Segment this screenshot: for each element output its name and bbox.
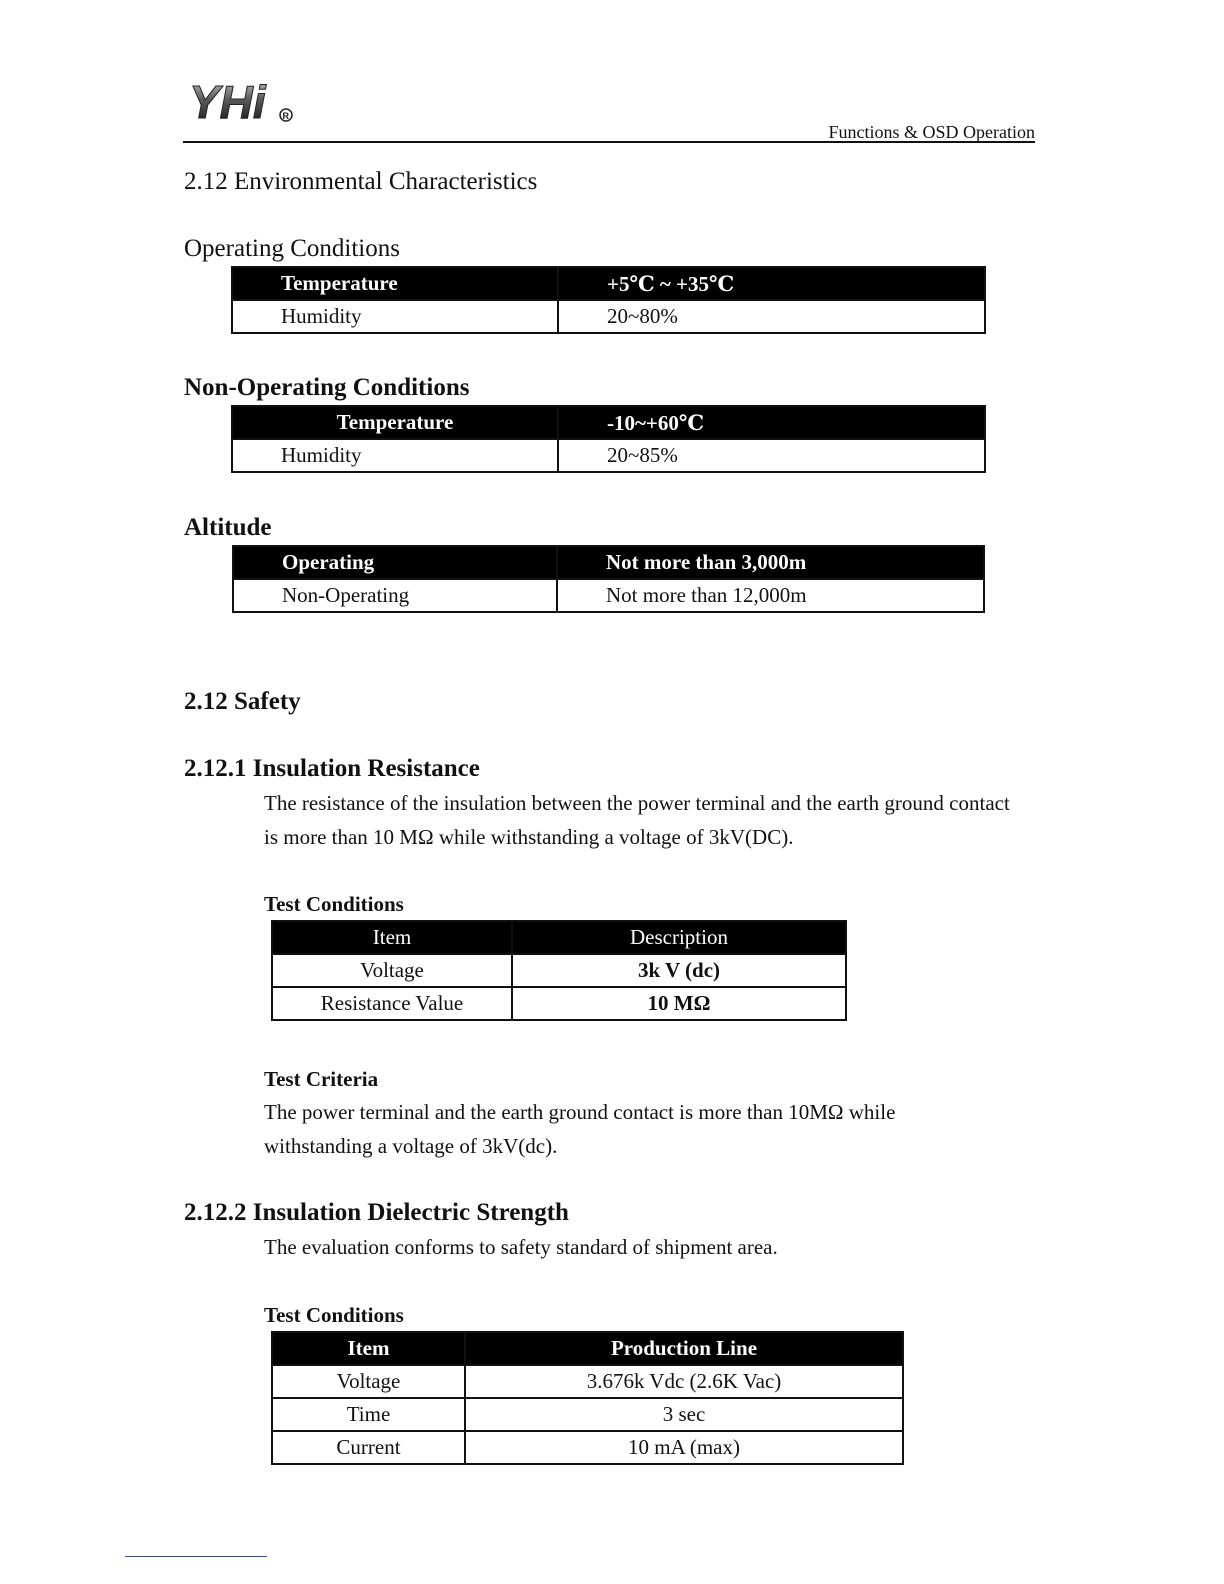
table-row bbox=[233, 579, 984, 612]
table-cell: Voltage bbox=[272, 1365, 465, 1398]
insulation-resistance-body: The resistance of the insulation between the power terminal and the earth ground contact is more than 10 MΩ while withstanding a voltage of 3kV(DC). bbox=[264, 791, 1010, 849]
table-header-cell: Production Line bbox=[465, 1332, 903, 1365]
footer-divider bbox=[125, 1556, 267, 1557]
table-cell: Temperature bbox=[232, 267, 558, 300]
table-header-row bbox=[272, 921, 846, 954]
table-cell: 3 sec bbox=[465, 1398, 903, 1431]
table-cell: Not more than 12,000m bbox=[557, 579, 984, 612]
non-operating-conditions-table bbox=[231, 405, 986, 473]
non-operating-conditions-title: Non-Operating Conditions bbox=[184, 374, 470, 401]
table-cell: -10~+60℃ bbox=[558, 406, 985, 439]
table-row bbox=[232, 267, 985, 300]
table-header-cell: Description bbox=[512, 921, 846, 954]
table-cell: 10 MΩ bbox=[512, 987, 846, 1020]
brand-logo-graphic bbox=[183, 70, 313, 130]
table-row bbox=[232, 406, 985, 439]
table-cell: 20~80% bbox=[558, 300, 985, 333]
table-cell: Humidity bbox=[232, 300, 558, 333]
table-cell: 3k V (dc) bbox=[512, 954, 846, 987]
table-header-cell: Item bbox=[272, 921, 512, 954]
table-header-cell: Item bbox=[272, 1332, 465, 1365]
table-cell: 3.676k Vdc (2.6K Vac) bbox=[465, 1365, 903, 1398]
dielectric-strength-title: 2.12.2 Insulation Dielectric Strength bbox=[184, 1199, 569, 1226]
altitude-title: Altitude bbox=[184, 514, 272, 541]
header-divider bbox=[183, 141, 1035, 143]
dielectric-test-conditions-table bbox=[271, 1331, 904, 1465]
table-row bbox=[232, 300, 985, 333]
table-cell: Current bbox=[272, 1431, 465, 1464]
table-cell: Resistance Value bbox=[272, 987, 512, 1020]
operating-conditions-table bbox=[231, 266, 986, 334]
table-row bbox=[272, 987, 846, 1020]
table-row bbox=[233, 546, 984, 579]
table-cell: Operating bbox=[233, 546, 557, 579]
test-conditions-label: Test Conditions bbox=[264, 892, 404, 916]
table-cell: 20~85% bbox=[558, 439, 985, 472]
table-cell: +5℃ ~ +35℃ bbox=[558, 267, 985, 300]
table-header-row bbox=[272, 1332, 903, 1365]
table-cell: Humidity bbox=[232, 439, 558, 472]
dielectric-strength-body: The evaluation conforms to safety standard of shipment area. bbox=[264, 1235, 778, 1259]
table-row bbox=[232, 439, 985, 472]
svg-text:R: R bbox=[282, 111, 289, 121]
table-row bbox=[272, 1431, 903, 1464]
test-criteria-label: Test Criteria bbox=[264, 1067, 379, 1091]
table-cell: Not more than 3,000m bbox=[557, 546, 984, 579]
brand-logo-text: YHi bbox=[189, 76, 266, 128]
insulation-test-conditions-table bbox=[271, 920, 847, 1021]
insulation-resistance-title: 2.12.1 Insulation Resistance bbox=[184, 755, 480, 782]
brand-logo bbox=[183, 70, 313, 130]
table-cell: Time bbox=[272, 1398, 465, 1431]
env-section-title: 2.12 Environmental Characteristics bbox=[184, 168, 538, 195]
operating-conditions-title: Operating Conditions bbox=[184, 235, 400, 262]
table-row bbox=[272, 1365, 903, 1398]
table-row bbox=[272, 954, 846, 987]
dielectric-test-conditions-label: Test Conditions bbox=[264, 1303, 404, 1327]
altitude-table bbox=[232, 545, 985, 613]
table-cell: Non-Operating bbox=[233, 579, 557, 612]
table-cell: Voltage bbox=[272, 954, 512, 987]
safety-section-title: 2.12 Safety bbox=[184, 688, 301, 715]
table-cell: Temperature bbox=[232, 406, 558, 439]
table-row bbox=[272, 1398, 903, 1431]
header-section-title: Functions & OSD Operation bbox=[828, 122, 1035, 142]
table-cell: 10 mA (max) bbox=[465, 1431, 903, 1464]
test-criteria-body: The power terminal and the earth ground contact is more than 10MΩ while withstanding a voltage of 3kV(dc). bbox=[264, 1100, 896, 1158]
